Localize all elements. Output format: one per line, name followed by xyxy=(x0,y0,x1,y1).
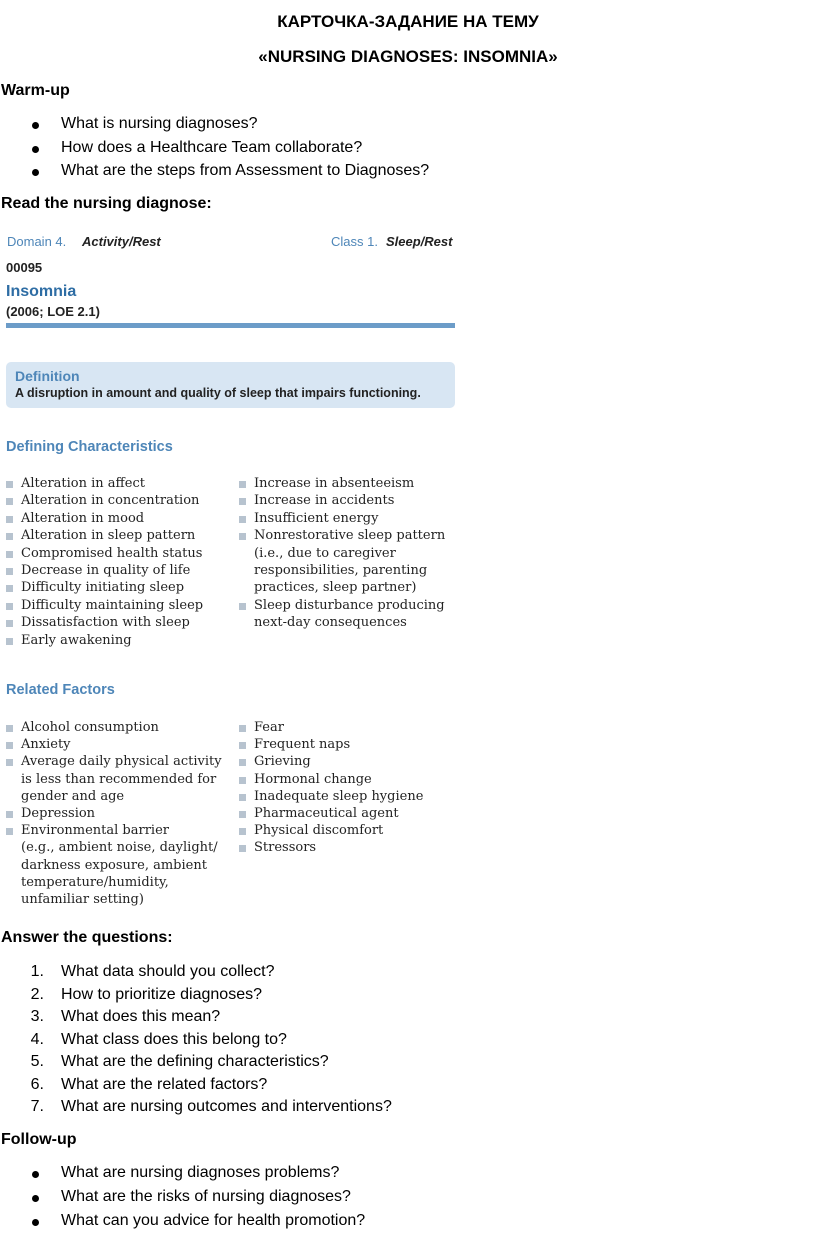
characteristic-line: (i.e., due to caregiver xyxy=(254,545,396,561)
diagnosis-code: 00095 xyxy=(6,260,43,275)
characteristic-line: temperature/humidity, xyxy=(21,874,169,890)
list-marker-icon xyxy=(6,603,13,610)
characteristic-line: Nonrestorative sleep pattern xyxy=(254,528,446,544)
list-marker-icon xyxy=(239,759,246,766)
characteristic-line: Stressors xyxy=(254,840,317,856)
list-marker-icon xyxy=(239,794,246,801)
characteristic-line: gender and age xyxy=(21,788,125,804)
list-marker-icon xyxy=(239,777,246,784)
question-number: 3. xyxy=(30,1008,44,1025)
characteristic-line: Alteration in affect xyxy=(21,476,145,491)
characteristic-line: Sleep disturbance producing xyxy=(254,597,445,613)
characteristic-line: Increase in accidents xyxy=(254,493,395,509)
characteristic-line: next-day consequences xyxy=(254,615,407,631)
list-marker-icon xyxy=(239,828,246,835)
question-text: What are nursing outcomes and interventions? xyxy=(61,1098,392,1115)
domain-value: Activity/Rest xyxy=(82,234,161,249)
characteristic-line: Compromised health status xyxy=(21,545,203,561)
list-marker-icon xyxy=(6,498,13,505)
definition-text: A disruption in amount and quality of sleep that impairs functioning. xyxy=(15,386,421,400)
list-marker-icon xyxy=(6,725,13,732)
diagnosis-title: Insomnia xyxy=(6,283,77,300)
characteristic-line: Environmental barrier xyxy=(21,823,170,839)
list-marker-icon xyxy=(6,551,13,558)
characteristic-line: Difficulty maintaining sleep xyxy=(21,597,204,613)
definition-box xyxy=(6,362,455,408)
characteristic-line: darkness exposure, ambient xyxy=(21,857,207,873)
warmup-item-text: What is nursing diagnoses? xyxy=(61,115,258,132)
list-marker-icon xyxy=(6,568,13,575)
list-marker-icon xyxy=(6,828,13,835)
question-number: 7. xyxy=(30,1098,44,1115)
characteristic-line: Average daily physical activity xyxy=(21,754,222,770)
followup-item-text: What are nursing diagnoses problems? xyxy=(61,1164,340,1181)
question-number: 4. xyxy=(30,1030,44,1048)
characteristic-line: responsibilities, parenting xyxy=(254,563,428,578)
question-text: What does this mean? xyxy=(61,1008,221,1025)
characteristic-line: Alteration in concentration xyxy=(21,493,200,509)
list-marker-icon xyxy=(6,585,13,592)
list-marker-icon xyxy=(239,742,246,749)
bullet-icon xyxy=(32,1195,39,1202)
characteristic-line: Fear xyxy=(254,720,284,735)
characteristic-line: Inadequate sleep hygiene xyxy=(254,788,424,804)
list-marker-icon xyxy=(6,481,13,488)
characteristic-line: is less than recommended for xyxy=(21,771,217,787)
list-marker-icon xyxy=(239,603,246,610)
related-heading: Related Factors xyxy=(6,682,115,698)
list-marker-icon xyxy=(6,811,13,818)
characteristic-line: Insufficient energy xyxy=(254,510,379,526)
question-text: What data should you collect? xyxy=(61,963,275,980)
bullet-icon xyxy=(32,122,39,129)
list-marker-icon xyxy=(6,533,13,540)
diagnosis-subtitle: (2006; LOE 2.1) xyxy=(6,304,100,319)
question-text: What are the defining characteristics? xyxy=(61,1053,329,1070)
characteristic-line: Difficulty initiating sleep xyxy=(21,580,185,596)
bullet-icon xyxy=(32,169,39,176)
defining-heading: Defining Characteristics xyxy=(6,439,173,455)
characteristic-line: practices, sleep partner) xyxy=(254,580,417,596)
characteristic-line: unfamiliar setting) xyxy=(21,892,144,907)
characteristic-line: Frequent naps xyxy=(254,737,351,753)
characteristic-line: Increase in absenteeism xyxy=(254,476,415,491)
question-text: What are the related factors? xyxy=(61,1075,268,1093)
definition-label: Definition xyxy=(15,368,80,384)
read-heading: Read the nursing diagnose: xyxy=(1,195,212,212)
list-marker-icon xyxy=(239,516,246,523)
followup-item-text: What are the risks of nursing diagnoses? xyxy=(61,1188,351,1205)
class-label: Class 1. xyxy=(331,234,378,249)
warmup-heading: Warm-up xyxy=(1,82,70,99)
characteristic-line: Decrease in quality of life xyxy=(21,563,191,578)
class-value: Sleep/Rest xyxy=(386,234,453,249)
followup-heading: Follow-up xyxy=(1,1131,77,1148)
characteristic-line: Alteration in mood xyxy=(21,510,145,526)
question-number: 6. xyxy=(30,1075,44,1093)
characteristic-line: Physical discomfort xyxy=(254,823,384,839)
characteristic-line: Alcohol consumption xyxy=(21,720,159,735)
characteristic-line: Dissatisfaction with sleep xyxy=(21,615,190,631)
questions-heading: Answer the questions: xyxy=(1,929,173,946)
list-marker-icon xyxy=(239,481,246,488)
page-title-line2: «NURSING DIAGNOSES: INSOMNIA» xyxy=(258,47,558,66)
followup-item-text: What can you advice for health promotion? xyxy=(61,1212,366,1229)
list-marker-icon xyxy=(239,725,246,732)
question-number: 1. xyxy=(30,963,44,980)
domain-label: Domain 4. xyxy=(7,234,67,249)
characteristic-line: (e.g., ambient noise, daylight/ xyxy=(21,840,218,856)
characteristic-line: Alteration in sleep pattern xyxy=(21,528,196,544)
list-marker-icon xyxy=(239,533,246,540)
question-text: How to prioritize diagnoses? xyxy=(61,985,262,1003)
characteristic-line: Anxiety xyxy=(21,737,71,753)
title-rule xyxy=(6,323,455,328)
list-marker-icon xyxy=(239,811,246,818)
characteristic-line: Grieving xyxy=(254,754,311,770)
question-number: 5. xyxy=(30,1053,44,1070)
question-number: 2. xyxy=(30,985,44,1003)
list-marker-icon xyxy=(6,516,13,523)
characteristic-line: Early awakening xyxy=(21,632,132,648)
list-marker-icon xyxy=(6,742,13,749)
question-text: What class does this belong to? xyxy=(61,1030,287,1048)
bullet-icon xyxy=(32,1171,39,1178)
warmup-item-text: What are the steps from Assessment to Diagnoses? xyxy=(61,162,430,179)
list-marker-icon xyxy=(6,759,13,766)
characteristic-line: Depression xyxy=(21,806,96,821)
list-marker-icon xyxy=(6,638,13,645)
characteristic-line: Pharmaceutical agent xyxy=(254,806,399,821)
page-title-line1: КАРТОЧКА-ЗАДАНИЕ НА ТЕМУ xyxy=(277,12,539,31)
warmup-item-text: How does a Healthcare Team collaborate? xyxy=(61,138,363,156)
list-marker-icon xyxy=(239,845,246,852)
list-marker-icon xyxy=(6,620,13,627)
bullet-icon xyxy=(32,1219,39,1226)
characteristic-line: Hormonal change xyxy=(254,771,372,787)
diagnosis-card xyxy=(0,226,470,916)
list-marker-icon xyxy=(239,498,246,505)
bullet-icon xyxy=(32,146,39,153)
